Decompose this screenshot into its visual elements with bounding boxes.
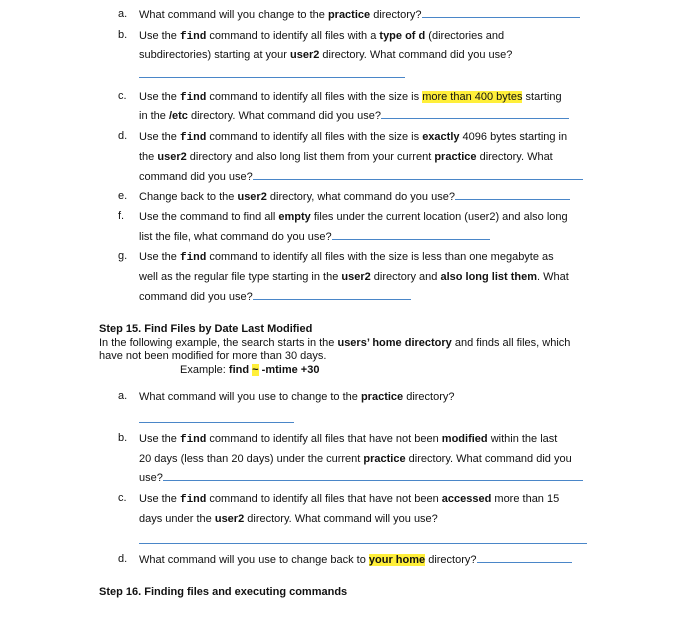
step16-heading: Step 16. Finding files and executing commands xyxy=(99,586,348,598)
question-text-line3: command did you use? xyxy=(139,170,583,184)
answer-blank[interactable] xyxy=(422,8,580,18)
answer-blank[interactable] xyxy=(139,77,405,78)
question-text: What command will you change to the practice directory? xyxy=(139,8,580,22)
answer-blank[interactable] xyxy=(139,543,587,544)
question-label: b. xyxy=(118,432,128,444)
question-text: Use the find command to identify all files that have not been accessed more than 15 xyxy=(139,493,560,506)
question-text: Change back to the user2 directory, what command do you use? xyxy=(139,190,570,204)
question-text-line2: 20 days (less than 20 days) under the current practice directory. What command did you xyxy=(139,453,572,465)
answer-blank[interactable] xyxy=(253,170,583,180)
question-text: What command will you use to change back to your home directory? xyxy=(139,553,572,567)
question-text: What command will you use to change to the practice directory? xyxy=(139,391,455,403)
question-text-line3: use? xyxy=(139,471,583,485)
question-label: a. xyxy=(118,390,128,402)
answer-blank[interactable] xyxy=(455,190,570,200)
question-text-line2: list the file, what command do you use? xyxy=(139,230,490,244)
question-text-line2: well as the regular file type starting in the user2 directory and also long list them. What xyxy=(139,271,569,283)
question-text-line2: days under the user2 directory. What command will you use? xyxy=(139,513,438,525)
answer-blank[interactable] xyxy=(332,230,490,240)
answer-blank[interactable] xyxy=(381,109,569,119)
question-text-line2: in the /etc directory. What command did you use? xyxy=(139,109,569,123)
question-label: g. xyxy=(118,250,128,262)
question-text: Use the find command to identify all files with the size is more than 400 bytes starting xyxy=(139,91,562,104)
question-text-line2: subdirectories) starting at your user2 directory. What command did you use? xyxy=(139,49,513,61)
question-text-line2: the user2 directory and also long list them from your current practice directory. What xyxy=(139,151,553,163)
highlight: more than 400 bytes xyxy=(422,91,523,103)
question-text: Use the find command to identify all files that have not been modified within the last xyxy=(139,433,558,446)
question-label: f. xyxy=(118,210,125,222)
question-label: c. xyxy=(118,90,127,102)
question-label: d. xyxy=(118,553,128,565)
answer-blank[interactable] xyxy=(163,471,583,481)
step15-example: Example: find ~ -mtime +30 xyxy=(180,364,320,376)
answer-blank[interactable] xyxy=(477,553,572,563)
question-label: b. xyxy=(118,29,128,41)
question-label: d. xyxy=(118,130,128,142)
question-label: a. xyxy=(118,8,128,20)
step15-intro-line2: have not been modified for more than 30 days. xyxy=(99,350,327,362)
question-text: Use the find command to identify all files with a type of d (directories and xyxy=(139,30,505,43)
tilde-highlight: ~ xyxy=(252,364,259,376)
step15-intro: In the following example, the search starts in the users’ home directory and finds all files, which xyxy=(99,337,571,349)
highlight: your home xyxy=(368,554,426,566)
answer-blank[interactable] xyxy=(253,290,411,300)
question-text-line3: command did you use? xyxy=(139,290,411,304)
question-text: Use the command to find all empty files under the current location (user2) and also long xyxy=(139,211,568,223)
question-label: c. xyxy=(118,492,127,504)
question-text: Use the find command to identify all files with the size is less than one megabyte as xyxy=(139,251,554,264)
question-text: Use the find command to identify all files with the size is exactly 4096 bytes starting in xyxy=(139,131,568,144)
question-label: e. xyxy=(118,190,128,202)
step15-heading: Step 15. Find Files by Date Last Modified xyxy=(99,323,313,335)
answer-blank[interactable] xyxy=(139,422,294,423)
